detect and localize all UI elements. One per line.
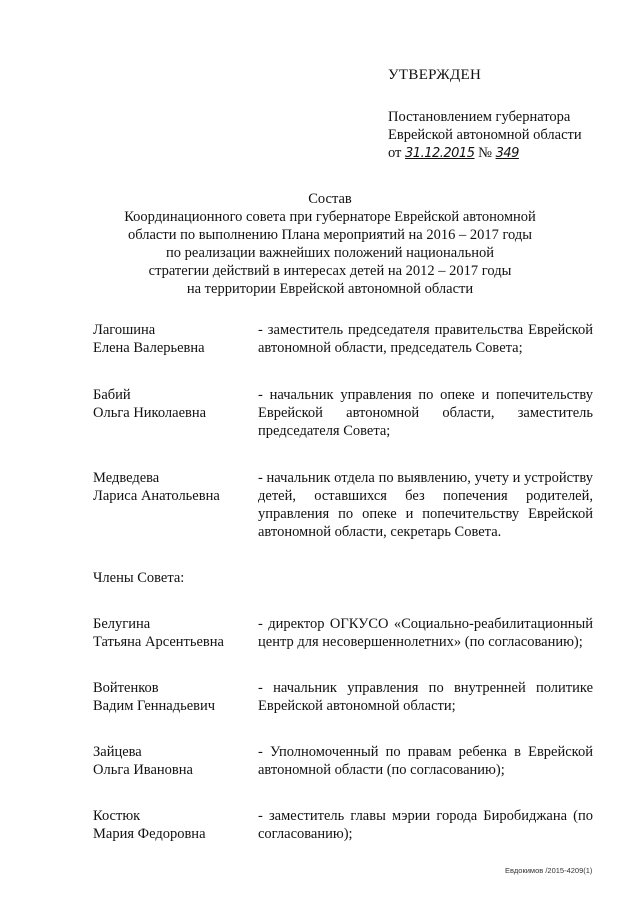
member-role: - начальник управления по внутренней политике Еврейской автономной области; bbox=[258, 680, 593, 714]
member-name bbox=[93, 807, 258, 843]
approval-region-line: Еврейской автономной области bbox=[388, 127, 582, 143]
member-role: - директор ОГКУСО «Социально-реабилитационный центр для несовершеннолетних» (по согласованию); bbox=[258, 616, 593, 650]
member-given-name: Вадим Геннадьевич bbox=[93, 698, 216, 714]
member-given-name: Лариса Анатольевна bbox=[93, 488, 220, 504]
footer-reference: Евдокимов /2015-4209(1) bbox=[505, 866, 593, 875]
member-name bbox=[93, 386, 258, 440]
council-entry bbox=[93, 679, 593, 715]
member-surname: Костюк bbox=[93, 808, 141, 824]
member-given-name: Мария Федоровна bbox=[93, 826, 206, 842]
council-entry bbox=[93, 615, 593, 651]
member-surname: Медведева bbox=[93, 470, 160, 486]
member-role: - Уполномоченный по правам ребенка в Еврейской автономной области (по согласованию); bbox=[258, 744, 593, 778]
member-surname: Зайцева bbox=[93, 744, 142, 760]
member-name bbox=[93, 743, 258, 779]
member-name bbox=[93, 469, 258, 541]
member-name bbox=[93, 679, 258, 715]
approval-block bbox=[388, 66, 618, 163]
composition-title: Состав bbox=[308, 191, 352, 207]
composition-heading bbox=[95, 190, 565, 298]
member-given-name: Ольга Николаевна bbox=[93, 405, 207, 421]
member-surname: Бабий bbox=[93, 387, 131, 403]
member-role: - начальник управления по опеке и попечительству Еврейской автономной области, заместитель председателя Совета; bbox=[258, 387, 593, 439]
number-label: № bbox=[478, 145, 492, 161]
council-list bbox=[93, 321, 593, 843]
member-role: - заместитель главы мэрии города Биробиджана (по согласованию); bbox=[258, 808, 593, 842]
date-prefix: от bbox=[388, 145, 402, 161]
council-entry bbox=[93, 469, 593, 541]
member-name bbox=[93, 321, 258, 357]
member-name bbox=[93, 615, 258, 651]
member-role: - начальник отдела по выявлению, учету и устройству детей, оставшихся без попечения родителей, управления по опеке и попечительству Еврейской автономной области, секретарь Совета. bbox=[258, 470, 593, 540]
handwritten-number: 349 bbox=[495, 146, 519, 161]
approval-date-line bbox=[388, 144, 618, 163]
composition-line: стратегии действий в интересах детей на 2012 – 2017 годы bbox=[148, 263, 512, 279]
member-surname: Белугина bbox=[93, 616, 151, 632]
member-surname: Лагошина bbox=[93, 322, 156, 338]
approval-title: УТВЕРЖДЕН bbox=[388, 67, 482, 83]
council-entry bbox=[93, 743, 593, 779]
member-role: - заместитель председателя правительства Еврейской автономной области, председатель Совета; bbox=[258, 322, 593, 356]
composition-line: на территории Еврейской автономной области bbox=[186, 281, 474, 297]
members-section-label: Члены Совета: bbox=[93, 570, 185, 586]
composition-line: по реализации важнейших положений национальной bbox=[165, 245, 494, 261]
council-entry bbox=[93, 321, 593, 357]
composition-line: Координационного совета при губернаторе Еврейской автономной bbox=[124, 209, 536, 225]
composition-line: области по выполнению Плана мероприятий на 2016 – 2017 годы bbox=[127, 227, 533, 243]
handwritten-date: 31.12.2015 bbox=[405, 146, 475, 161]
council-entry bbox=[93, 807, 593, 843]
member-surname: Войтенков bbox=[93, 680, 159, 696]
member-given-name: Ольга Ивановна bbox=[93, 762, 193, 778]
approval-decree-line: Постановлением губернатора bbox=[388, 109, 571, 125]
member-given-name: Татьяна Арсентьевна bbox=[93, 634, 224, 650]
member-given-name: Елена Валерьевна bbox=[93, 340, 205, 356]
council-entry bbox=[93, 386, 593, 440]
